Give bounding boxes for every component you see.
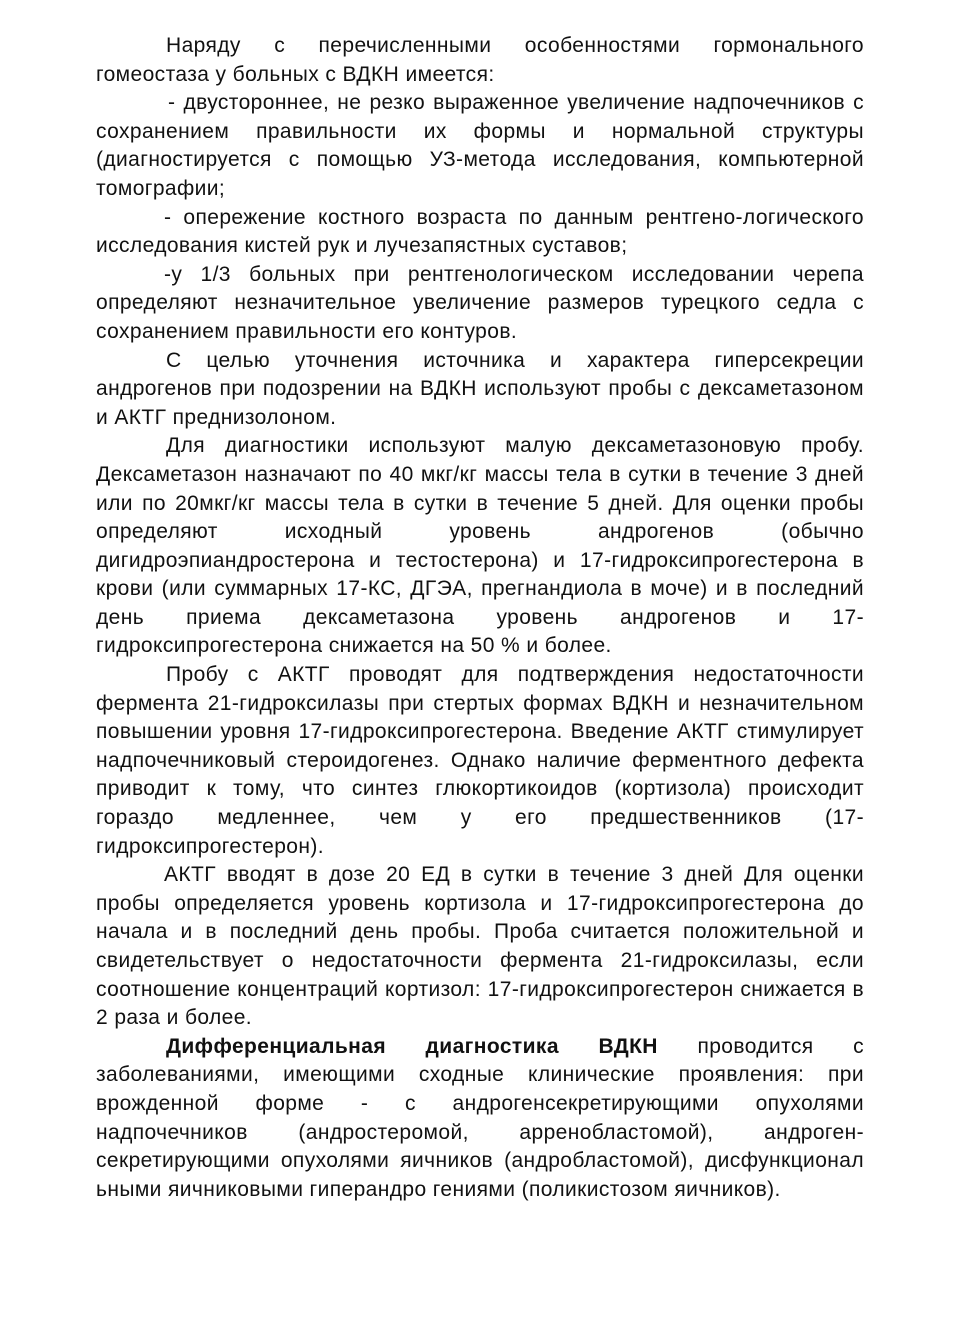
- paragraph-hormonal-features: Наряду с перечисленными особенностями гормонального гомеостаза у больных с ВДКН имеется:: [96, 34, 864, 86]
- list-item-bone-age: - опережение костного возраста по данным рентгено-логического исследования кистей рук и лучезапястных суставов;: [96, 205, 864, 258]
- paragraph-differential-diagnosis: [96, 1033, 864, 1205]
- paragraph-acth-test: Пробу с АКТГ проводят для подтверждения недостаточности фермента 21-гидроксилазы при стертых формах ВДКН и незначительном повышении уровня 17-гидроксипрогестерона. Введение АКТГ стимулирует надпочечниковый стероидогенез. Однако наличие ферментного дефекта приводит к тому, что синтез глюкортикоидов (кортизола) происходит гораздо медленнее, чем у его предшественников (17-гидроксипрогестерон).: [96, 663, 864, 858]
- paragraph-acth-dose: АКТГ вводят в дозе 20 ЕД в сутки в течение 3 дней Для оценки пробы определяется уровень кортизола и 17-гидроксипрогестерона до начала и в последний день пробы. Проба считается положительной и свидетельствует о недостаточности фермента 21-гидроксилазы, если соотношение концентраций кортизол: 17-гидроксипрогестерон снижается в 2 раза и более.: [96, 863, 864, 1030]
- differential-diagnosis-text: проводится с заболеваниями, имеющими сходные клинические проявления: при врожденной форме - с андрогенсекретирующими опухолями надпочечников (андростеромой, арренобластомой), андроген-секретирующими опухолями яичников (андробластомой), дисфункционал ьными яичниковыми гиперандро гениями (поликистозом яичников).: [96, 1034, 864, 1201]
- paragraph-tests-purpose: С целью уточнения источника и характера гиперсекреции андрогенов при подозрении на ВДКН используют пробы с дексаметазоном и АКТГ преднизолоном.: [96, 348, 864, 429]
- paragraph-dexamethasone-test: Для диагностики используют малую дексаметазоновую пробу. Дексаметазон назначают по 40 мкг/кг массы тела в сутки в течение 3 дней или по 20мкг/кг массы тела в сутки в течение 5 дней. Для оценки пробы определяют исходный уровень андрогенов (обычно дигидроэпиандростерона и тестостерона) и 17-гидроксипрогестерона в крови (или суммарных 17-КС, ДГЭА, прегнандиола в моче) и в последний день приема дексаметазона уровень андрогенов и 17-гидроксипрогестерона снижается на 50 % и более.: [96, 434, 864, 658]
- heading-differential-diagnosis: Дифференциальная диагностика ВДКН: [166, 1034, 658, 1058]
- list-item-adrenal-enlargement: - двустороннее, не резко выраженное увеличение надпочечников с сохранением правильности их формы и нормальной структуры (диагностируется с помощью УЗ-метода исследования, компьютерной томографии;: [96, 91, 864, 200]
- list-item-sella-turcica: -у 1/3 больных при рентгенологическом исследовании черепа определяют незначительное увеличение размеров турецкого седла с сохранением правильности его контуров.: [96, 262, 864, 343]
- document-page: [96, 32, 864, 1204]
